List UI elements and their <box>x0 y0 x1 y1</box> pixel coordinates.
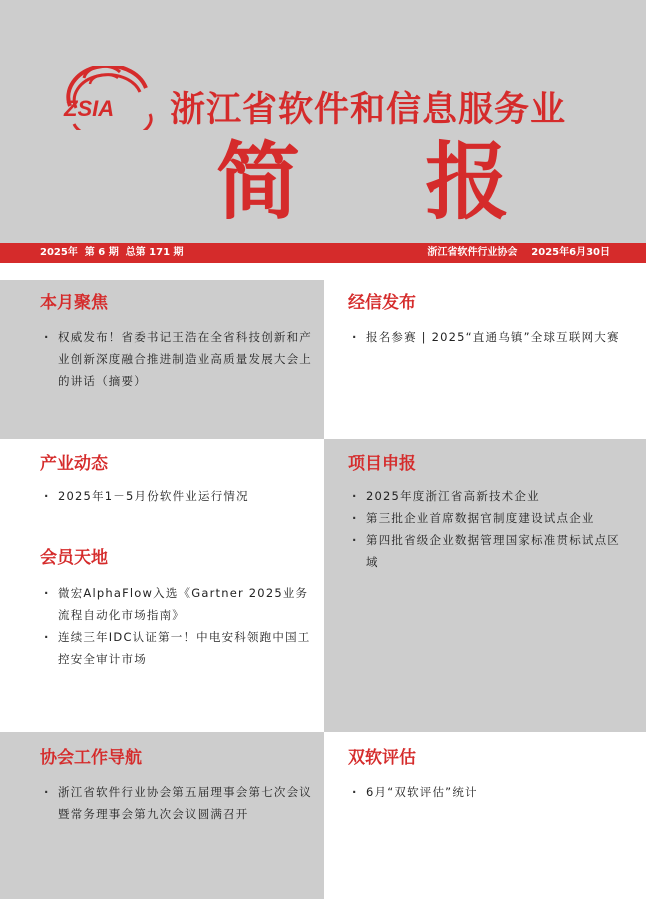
list-item[interactable]: · 连续三年IDC认证第一！中电安科领跑中国工控安全审计市场 <box>44 626 312 670</box>
list-project <box>352 485 620 573</box>
list-item[interactable]: · 浙江省软件行业协会第五届理事会第七次会议暨常务理事会第九次会议圆满召开 <box>44 781 312 825</box>
section-title-project: 项目申报 <box>348 454 416 474</box>
list-industry <box>44 485 312 507</box>
list-item[interactable]: · 2025年度浙江省高新技术企业 <box>352 485 620 507</box>
section-title-industry: 产业动态 <box>40 454 108 474</box>
org-name: 浙江省软件和信息服务业 <box>170 89 567 130</box>
section-title-work: 协会工作导航 <box>40 748 142 768</box>
list-item[interactable]: · 2025年1－5月份软件业运行情况 <box>44 485 312 507</box>
list-focus <box>44 326 312 392</box>
bulletin-title: 简 报 <box>216 132 558 231</box>
panel-econ <box>324 280 646 439</box>
list-item[interactable]: · 微宏AlphaFlow入选《Gartner 2025业务流程自动化市场指南》 <box>44 582 312 626</box>
list-econ <box>352 326 620 348</box>
logo-text: ZSIA <box>64 96 115 121</box>
list-work <box>44 781 312 825</box>
list-item[interactable]: · 第四批省级企业数据管理国家标准贯标试点区域 <box>352 529 620 573</box>
zsia-logo <box>60 66 156 130</box>
panel-focus <box>0 280 324 439</box>
panel-project <box>324 439 646 732</box>
issue-number: 2025年 第 6 期 总第 171 期 <box>40 247 184 258</box>
panel-eval <box>324 732 646 899</box>
issue-bar <box>0 243 646 263</box>
cover-header <box>0 0 646 243</box>
list-eval <box>352 781 620 803</box>
panel-work <box>0 732 324 899</box>
panel-industry-member <box>0 439 324 732</box>
list-item[interactable]: · 报名参赛 | 2025“直通乌镇”全球互联网大赛 <box>352 326 620 348</box>
section-title-eval: 双软评估 <box>348 748 416 768</box>
list-item[interactable]: · 6月“双软评估”统计 <box>352 781 620 803</box>
section-title-focus: 本月聚焦 <box>40 293 108 313</box>
list-item[interactable]: · 第三批企业首席数据官制度建设试点企业 <box>352 507 620 529</box>
list-item[interactable]: · 权威发布！省委书记王浩在全省科技创新和产业创新深度融合推进制造业高质量发展大会上的讲话（摘要） <box>44 326 312 392</box>
section-title-econ: 经信发布 <box>348 293 416 313</box>
publisher-date: 浙江省软件行业协会 2025年6月30日 <box>427 247 610 258</box>
list-member <box>44 582 312 670</box>
section-title-member: 会员天地 <box>40 548 108 568</box>
